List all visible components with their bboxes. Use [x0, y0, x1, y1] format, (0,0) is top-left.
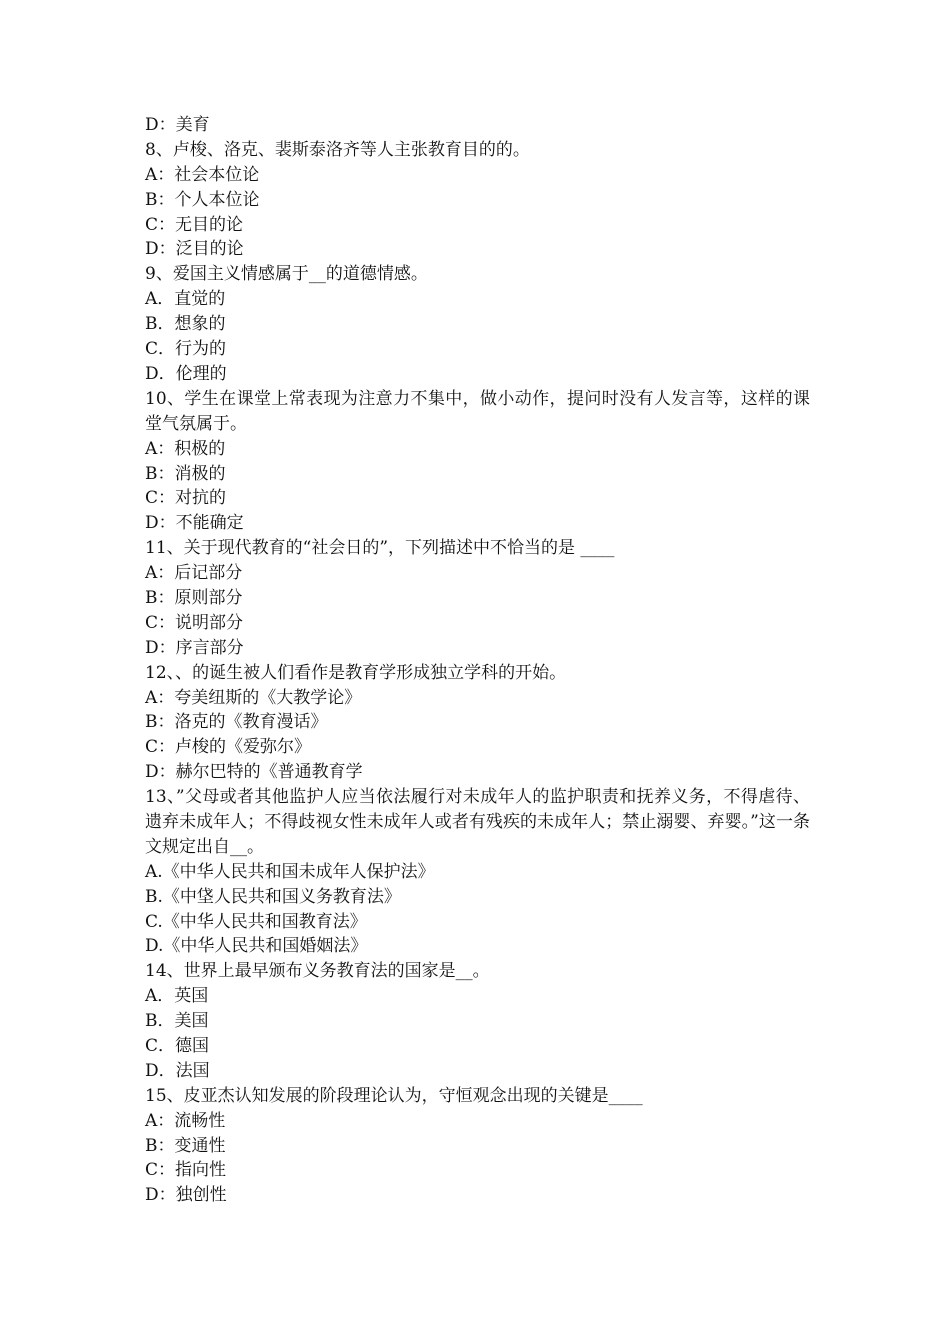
- question-13: 13、”父母或者其他监护人应当依法履行对未成年人的监护职责和抚养义务，不得虐待、遗弃未成年人；不得歧视女性未成年人或者有残疾的未成年人；禁止溺婴、弃婴。”这一条文规定出自__。: [145, 787, 810, 857]
- option-line: B．想象的: [145, 314, 226, 335]
- option-line: D：序言部分: [145, 637, 244, 658]
- option-line: D．法国: [145, 1060, 210, 1081]
- option-line: D：泛目的论: [145, 239, 244, 260]
- question-12: 12、、的诞生被人们看作是教育学形成独立学科的开始。: [145, 662, 567, 683]
- text-line: D：美育: [145, 115, 210, 135]
- option-line: C：指向性: [145, 1160, 227, 1181]
- option-line: C．行为的: [145, 339, 227, 360]
- question-9: 9、爱国主义情感属于__的道德情感。: [145, 264, 428, 285]
- option-line: C：卢梭的《爱弥尔》: [145, 737, 312, 758]
- option-line: D：不能确定: [145, 513, 244, 534]
- option-line: A：后记部分: [145, 563, 243, 584]
- option-line: B：变通性: [145, 1135, 226, 1156]
- document-body: [145, 113, 810, 1208]
- option-line: B．美国: [145, 1011, 209, 1032]
- question-15: 15、皮亚杰认知发展的阶段理论认为，守恒观念出现的关键是____: [145, 1085, 643, 1106]
- option-line: A：夸美纽斯的《大教学论》: [145, 687, 362, 708]
- option-line: B：原则部分: [145, 587, 243, 608]
- question-8: 8、卢梭、洛克、裴斯泰洛齐等人主张教育目的的。: [145, 139, 530, 160]
- option-line: C：对抗的: [145, 488, 227, 509]
- option-line: D．伦理的: [145, 363, 227, 384]
- option-line: A.《中华人民共和国未成年人保护法》: [145, 861, 435, 882]
- question-10: 10、学生在课堂上常表现为注意力不集中，做小动作，提问时没有人发言等，这样的课堂气氛属于。: [145, 388, 810, 434]
- option-line: C．德国: [145, 1036, 210, 1057]
- option-line: B.《中垡人民共和国义务教育法》: [145, 886, 401, 907]
- option-line: D：赫尔巴特的《普通教育学: [145, 762, 363, 783]
- option-line: D.《中华人民共和国婚姻法》: [145, 936, 368, 957]
- option-line: A．直觉的: [145, 289, 226, 310]
- option-line: B：消极的: [145, 463, 226, 484]
- option-line: D：独创性: [145, 1185, 227, 1206]
- option-line: C.《中华人民共和国教育法》: [145, 911, 367, 932]
- option-line: A：积极的: [145, 438, 226, 459]
- option-line: B：个人本位论: [145, 189, 260, 210]
- option-line: A．英国: [145, 986, 209, 1007]
- question-11: 11、关于现代教育的“社会日的”，下列描述中不恰当的是 ____: [145, 538, 615, 559]
- option-line: C：无目的论: [145, 214, 244, 235]
- option-line: B：洛克的《教育漫话》: [145, 712, 328, 733]
- option-line: A：社会本位论: [145, 164, 260, 185]
- option-line: C：说明部分: [145, 612, 244, 633]
- option-line: A：流畅性: [145, 1110, 226, 1131]
- question-14: 14、世界上最早颁布义务教育法的国家是__。: [145, 961, 490, 982]
